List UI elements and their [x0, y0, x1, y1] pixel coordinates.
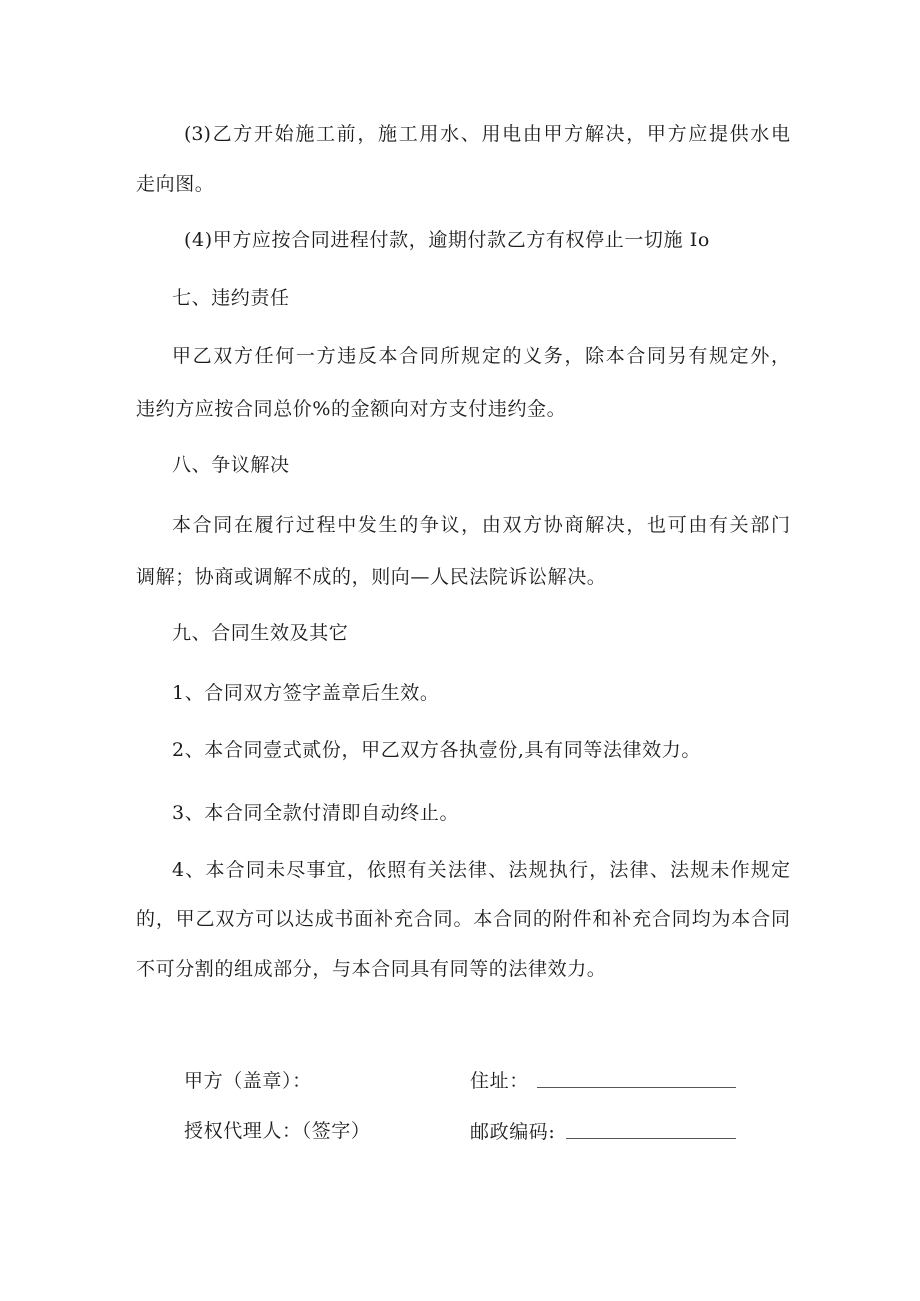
section-7-line-1: 甲乙双方任何一方违反本合同所规定的义务，除本合同另有规定外， [172, 345, 790, 367]
address-blank-line [537, 1087, 736, 1088]
section-8-line-2: 调解；协商或调解不成的，则向—人民法院诉讼解决。 [136, 566, 607, 588]
section-8-heading: 八、争议解决 [172, 454, 290, 476]
section-9-heading: 九、合同生效及其它 [172, 622, 349, 644]
item-3-line-2: 走向图。 [136, 173, 215, 195]
section-7-line-2: 违约方应按合同总价%的金额向对方支付违约金。 [136, 398, 567, 420]
address-label: 住址： [470, 1070, 529, 1092]
postcode-label: 邮政编码: [470, 1121, 556, 1143]
authorized-agent-label: 授权代理人：（签字） [184, 1120, 371, 1142]
section-8-line-1: 本合同在履行过程中发生的争议，由双方协商解决，也可由有关部门 [172, 514, 790, 536]
item-4-text: (4)甲方应按合同进程付款，逾期付款乙方有权停止一切施 Io [184, 229, 710, 251]
section-9-clause-4-line-3: 不可分割的组成部分，与本合同具有同等的法律效力。 [136, 958, 607, 980]
section-9-clause-4-line-2: 的，甲乙双方可以达成书面补充合同。本合同的附件和补充合同均为本合同 [136, 908, 790, 930]
section-9-clause-3: 3、本合同全款付清即自动终止。 [172, 802, 460, 824]
postcode-blank-line [566, 1138, 736, 1139]
section-7-heading: 七、违约责任 [172, 287, 290, 309]
party-a-seal-label: 甲方（盖章）： [184, 1070, 312, 1092]
section-9-clause-1: 1、合同双方签字盖章后生效。 [172, 682, 440, 704]
section-9-clause-2: 2、本合同壹式贰份，甲乙双方各执壹份,具有同等法律效力。 [172, 739, 701, 761]
item-3-line-1: (3)乙方开始施工前，施工用水、用电由甲方解决，甲方应提供水电 [184, 123, 790, 145]
section-9-clause-4-line-1: 4、本合同未尽事宜，依照有关法律、法规执行，法律、法规未作规定 [172, 859, 790, 881]
